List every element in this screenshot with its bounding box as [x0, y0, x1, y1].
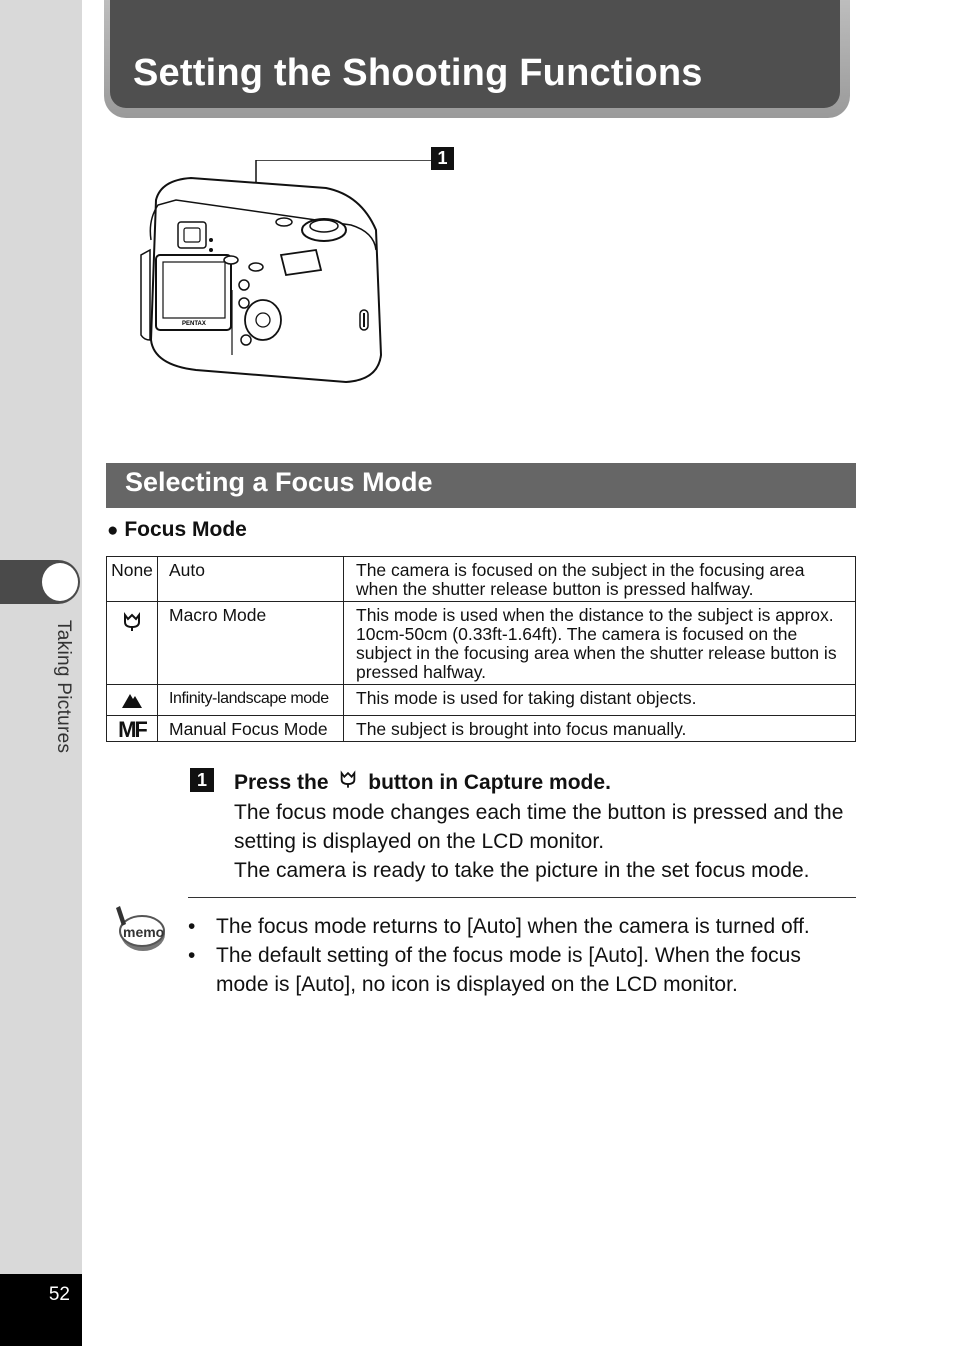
step-number: 1: [190, 768, 214, 792]
mode-description-cell: This mode is used when the distance to the subject is approx. 10cm-50cm (0.33ft-1.64ft). The camera is focused on the subject in the focusing area when the shutter release button is pressed halfway.: [344, 602, 856, 685]
subheading-bullet: ●: [107, 520, 119, 541]
mode-name-cell: Infinity-landscape mode: [158, 685, 344, 716]
focus-mode-table: [106, 556, 856, 742]
memo-icon: [110, 906, 170, 956]
memo-item-text: The focus mode returns to [Auto] when the camera is turned off.: [216, 915, 810, 938]
page-title: Setting the Shooting Functions: [133, 52, 703, 94]
shutter-release-button: [281, 250, 321, 275]
page-number: 52: [48, 1284, 70, 1305]
step-title: [234, 770, 611, 795]
mode-icon-cell: None: [107, 557, 158, 602]
memo-item: [188, 912, 856, 941]
callout-number: 1: [431, 147, 454, 170]
step-title-after: button in Capture mode.: [368, 771, 611, 794]
macro-button: [249, 263, 263, 271]
step-title-before: Press the: [234, 771, 329, 794]
table-row: [107, 557, 856, 602]
bullet: •: [188, 915, 196, 938]
step-title-icon: [334, 770, 362, 795]
macro-tulip-icon: [338, 770, 358, 789]
mode-name-cell: Auto: [158, 557, 344, 602]
table-row: [107, 602, 856, 685]
mode-icon-cell: [107, 685, 158, 716]
mode-description-cell: This mode is used for taking distant objects.: [344, 685, 856, 716]
table-row: [107, 685, 856, 716]
memo-item: [188, 941, 856, 999]
macro-tulip-icon: [121, 612, 143, 632]
mode-description-cell: The subject is brought into focus manually.: [344, 716, 856, 742]
table-row: [107, 716, 856, 742]
memo-icon-label: memo: [123, 924, 165, 940]
mountain-icon: [121, 691, 143, 709]
bullet: •: [188, 944, 196, 967]
divider: [188, 897, 856, 898]
mode-name-cell: Macro Mode: [158, 602, 344, 685]
subheading-text: Focus Mode: [124, 518, 247, 541]
chapter-tab-circle: [42, 563, 78, 601]
step-line: The camera is ready to take the picture in the set focus mode.: [234, 859, 810, 882]
chapter-label: Taking Pictures: [53, 620, 74, 754]
memo-list: [188, 912, 856, 999]
brand-text: PENTAX: [182, 321, 206, 327]
mode-description-cell: The camera is focused on the subject in the focusing area when the shutter release button is pressed halfway.: [344, 557, 856, 602]
memo-item-text: The default setting of the focus mode is [Auto]. When the focus mode is [Auto], no icon is displayed on the LCD monitor.: [216, 944, 801, 996]
subheading: [107, 518, 247, 542]
camera-illustration: [136, 160, 466, 395]
step-body: [234, 798, 859, 885]
mode-name-cell: Manual Focus Mode: [158, 716, 344, 742]
section-title: Selecting a Focus Mode: [125, 467, 433, 497]
mode-icon-cell: MF: [107, 716, 158, 742]
step-line: The focus mode changes each time the button is pressed and the setting is displayed on the LCD monitor.: [234, 801, 844, 853]
mode-icon-cell: [107, 602, 158, 685]
